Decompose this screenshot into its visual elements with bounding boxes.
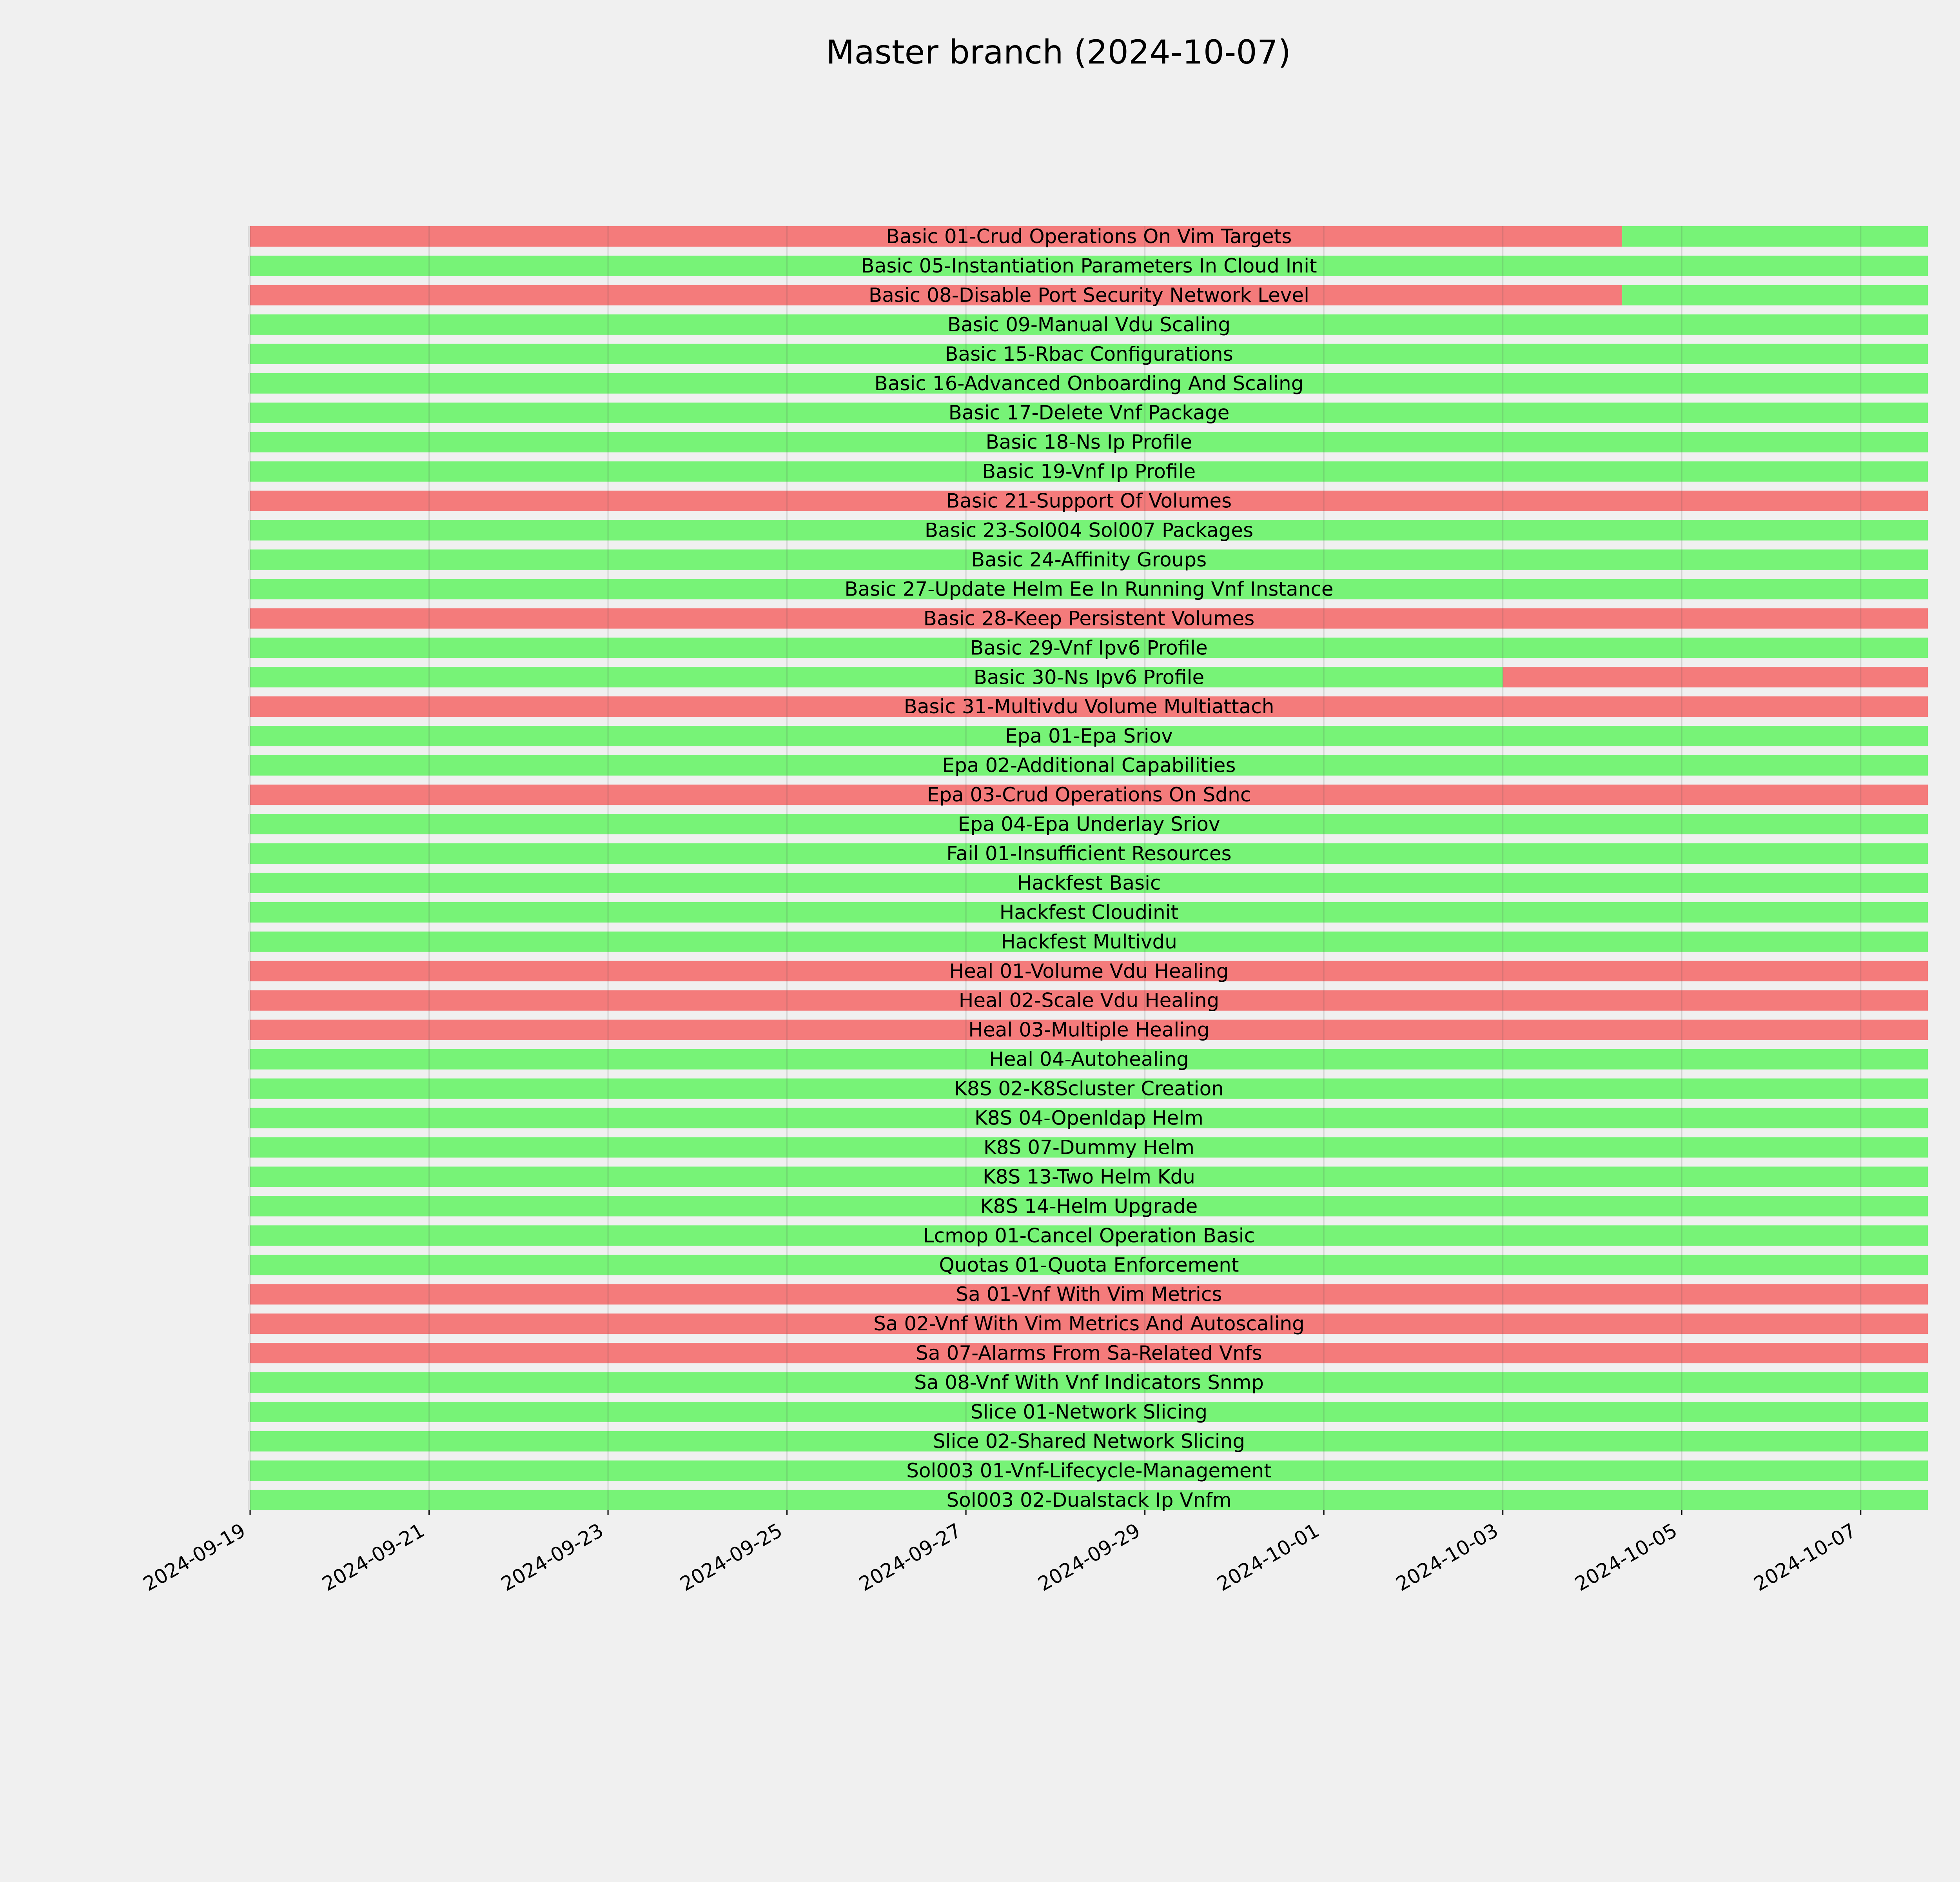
row-label: Hackfest Cloudinit [999,901,1179,924]
row-start-marker [248,667,249,687]
row-start-marker [248,1020,249,1040]
row-label: Sa 07-Alarms From Sa-Related Vnfs [916,1342,1262,1365]
row-start-marker [248,638,249,658]
row-label: Basic 15-Rbac Configurations [945,342,1233,365]
row-start-marker [248,403,249,423]
row-start-marker [248,256,249,276]
row-label: Epa 02-Additional Capabilities [942,754,1236,777]
row-start-marker [248,1343,249,1363]
row-start-marker [248,843,249,864]
row-start-marker [248,1461,249,1481]
x-tick-label: 2024-10-05 [1571,1519,1681,1596]
row-label: Epa 03-Crud Operations On Sdnc [927,783,1251,807]
x-tick-label: 2024-10-03 [1392,1519,1502,1596]
x-tick-label: 2024-09-19 [139,1519,249,1596]
row-label: Basic 28-Keep Persistent Volumes [923,607,1255,630]
row-label: Basic 23-Sol004 Sol007 Packages [924,519,1254,542]
row-start-marker [248,1490,249,1510]
row-label: Basic 21-Support Of Volumes [946,489,1232,512]
row-label: Heal 04-Autohealing [989,1048,1189,1071]
row-start-marker [248,1284,249,1304]
row-start-marker [248,990,249,1011]
bar-segment-pass [1622,285,1928,305]
x-axis-ticks [139,1510,1860,1596]
row-label: Basic 09-Manual Vdu Scaling [947,313,1231,336]
x-tick-label: 2024-09-21 [318,1519,428,1596]
x-tick-label: 2024-10-07 [1750,1519,1860,1596]
row-start-marker [248,520,249,541]
row-label: Epa 04-Epa Underlay Sriov [958,813,1220,836]
row-label: Heal 03-Multiple Healing [968,1018,1210,1041]
row-start-marker [248,961,249,981]
row-start-marker [248,902,249,923]
row-start-marker [248,1166,249,1187]
row-label: Sa 02-Vnf With Vim Metrics And Autoscaling [873,1312,1305,1335]
row-label: Lcmop 01-Cancel Operation Basic [923,1224,1255,1247]
row-label: K8S 13-Two Helm Kdu [982,1165,1196,1188]
row-label: Basic 31-Multivdu Volume Multiattach [904,695,1274,718]
row-label: Sa 08-Vnf With Vnf Indicators Snmp [914,1371,1264,1394]
row-label: Fail 01-Insufficient Resources [946,842,1232,865]
row-label: Basic 18-Ns Ip Profile [985,431,1192,454]
x-tick-label: 2024-09-29 [1034,1519,1144,1596]
bar-segment-pass [1622,226,1928,247]
row-label: Basic 24-Affinity Groups [971,548,1207,571]
row-start-marker [248,549,249,570]
row-label: Basic 16-Advanced Onboarding And Scaling [874,372,1304,395]
row-start-marker [248,873,249,893]
row-label: Basic 01-Crud Operations On Vim Targets [886,225,1292,248]
row-start-marker [248,755,249,776]
row-start-marker [248,1079,249,1099]
row-label: Slice 01-Network Slicing [970,1401,1208,1423]
row-start-marker [248,344,249,364]
x-tick-label: 2024-09-27 [855,1519,965,1596]
row-start-marker [248,226,249,247]
row-start-marker [248,1137,249,1157]
x-tick-label: 2024-09-23 [497,1519,608,1596]
row-start-marker [248,696,249,717]
bar-segment-fail [1503,667,1928,687]
row-start-marker [248,579,249,599]
row-label: Slice 02-Shared Network Slicing [933,1430,1245,1453]
row-start-marker [248,1196,249,1216]
row-label: Basic 30-Ns Ipv6 Profile [973,666,1205,689]
row-start-marker [248,1108,249,1128]
row-label: Epa 01-Epa Sriov [1005,725,1173,748]
x-tick-label: 2024-10-01 [1213,1519,1323,1596]
row-start-marker [248,491,249,511]
row-label: K8S 07-Dummy Helm [984,1136,1194,1159]
row-start-marker [248,932,249,952]
row-label: Heal 01-Volume Vdu Healing [949,959,1229,983]
row-label: Hackfest Basic [1017,871,1161,894]
row-label: Quotas 01-Quota Enforcement [939,1253,1239,1277]
row-start-marker [248,1402,249,1422]
row-start-marker [248,314,249,335]
row-label: K8S 04-Openldap Helm [975,1106,1203,1130]
row-start-marker [248,1372,249,1393]
bar-segment-pass [250,667,1503,687]
row-label: Basic 17-Delete Vnf Package [948,401,1230,424]
row-label: Sol003 01-Vnf-Lifecycle-Management [906,1459,1272,1482]
row-start-marker [248,1431,249,1451]
chart-title: Master branch (2024-10-07) [826,33,1291,71]
row-label: Basic 08-Disable Port Security Network Level [868,283,1310,307]
row-label: Sa 01-Vnf With Vim Metrics [956,1283,1222,1306]
row-start-marker [248,785,249,805]
row-label: Heal 02-Scale Vdu Healing [958,989,1220,1012]
row-label: Hackfest Multivdu [1001,930,1177,953]
row-start-marker [248,1313,249,1334]
row-label: K8S 14-Helm Upgrade [980,1195,1198,1218]
row-label: Basic 19-Vnf Ip Profile [982,460,1196,483]
row-label: Basic 27-Update Helm Ee In Running Vnf Instance [844,578,1334,601]
row-label: Basic 29-Vnf Ipv6 Profile [970,636,1208,659]
row-start-marker [248,373,249,394]
row-start-marker [248,814,249,834]
row-start-marker [248,608,249,629]
row-label: K8S 02-K8Scluster Creation [954,1077,1224,1100]
row-start-marker [248,726,249,746]
row-label: Basic 05-Instantiation Parameters In Cloud Init [861,254,1317,277]
row-start-marker [248,285,249,305]
row-start-marker [248,1255,249,1275]
row-start-marker [248,432,249,452]
row-start-marker [248,1225,249,1246]
row-label: Sol003 02-Dualstack Ip Vnfm [946,1488,1232,1511]
row-start-marker [248,461,249,482]
row-start-marker [248,1049,249,1070]
x-tick-label: 2024-09-25 [676,1519,786,1596]
